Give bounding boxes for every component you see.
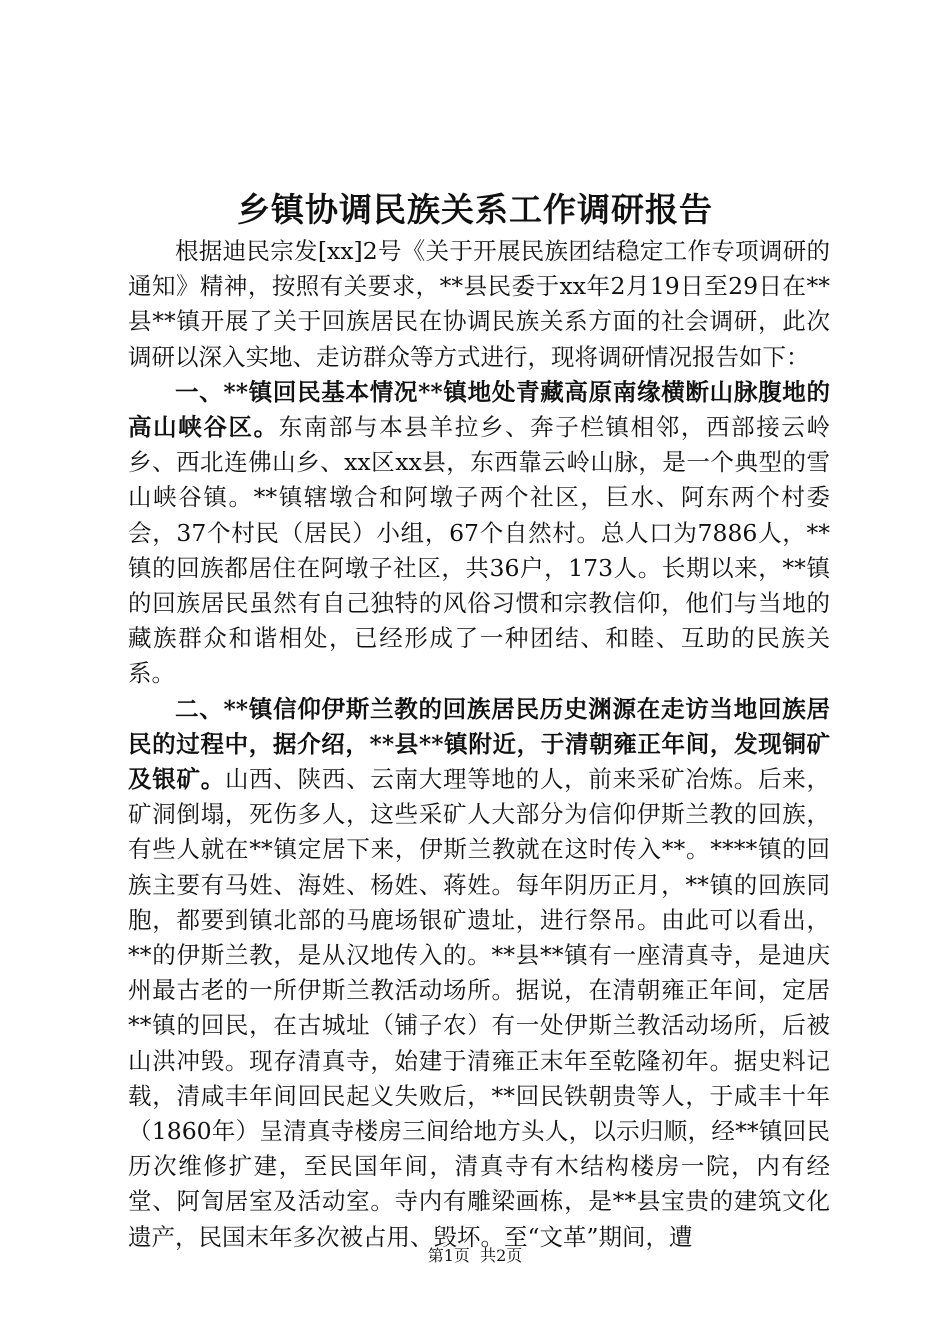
document-title: 乡镇协调民族关系工作调研报告 (237, 190, 713, 229)
page-footer: 第1页 共2页 (427, 1246, 523, 1265)
document-body (128, 234, 830, 1255)
section-2-heading: 二、**镇信仰伊斯兰教的回族居民历史渊源在走访当地回族居民的过程中，据介绍，**县**镇附近，于清朝雍正年间，发现铜矿及银矿。 (128, 694, 830, 794)
section-1-text: 东南部与本县羊拉乡、奔子栏镇相邻，西部接云岭乡、西北连佛山乡、xx区xx县，东西靠云岭山脉，是一个典型的雪山峡谷镇。**镇辖墩合和阿墩子两个社区，巨水、阿东两个村委会，37个村民（居民）小组，67个自然村。总人口为7886人，**镇的回族都居住在阿墩子社区，共36户，173人。长期以来，**镇的回族居民虽然有自己独特的风俗习惯和宗教信仰，他们与当地的藏族群众和谐相处，已经形成了一种团结、和睦、互助的民族关系。 (128, 413, 831, 688)
intro-paragraph: 根据迪民宗发[xx]2号《关于开展民族团结稳定工作专项调研的通知》精神，按照有关要求，**县民委于xx年2月19日至29日在**县**镇开展了关于回族居民在协调民族关系方面的社会调研，此次调研以深入实地、走访群众等方式进行，现将调研情况报告如下： (128, 237, 830, 371)
section-1-heading: 一、**镇回民基本情况**镇地处青藏高原南缘横断山脉腹地的高山峡谷区。 (128, 377, 830, 442)
section-1-paragraph (128, 375, 830, 692)
section-2-paragraph (128, 692, 830, 1255)
section-2-text: 山西、陕西、云南大理等地的人，前来采矿冶炼。后来，矿洞倒塌，死伤多人，这些采矿人大部分为信仰伊斯兰教的回族，有些人就在**镇定居下来，伊斯兰教就在这时传入**。****镇的回族主要有马姓、海姓、杨姓、蒋姓。每年阴历正月，**镇的回族同胞，都要到镇北部的马鹿场银矿遗址，进行祭吊。由此可以看出，**的伊斯兰教，是从汉地传入的。**县**镇有一座清真寺，是迪庆州最古老的一所伊斯兰教活动场所。据说，在清朝雍正年间，定居**镇的回民，在古城址（铺子农）有一处伊斯兰教活动场所，后被山洪冲毁。现存清真寺，始建于清雍正末年至乾隆初年。据史料记载，清咸丰年间回民起义失败后，**回民铁朝贵等人，于咸丰十年（1860年）呈清真寺楼房三间给地方头人，以示归顺，经**镇回民历次维修扩建，至民国年间，清真寺有木结构楼房一院，内有经堂、阿訇居室及活动室。寺内有雕梁画栋，是**县宝贵的建筑文化遗产，民国末年多次被占用、毁坏。至“文革”期间，遭 (128, 765, 831, 1251)
